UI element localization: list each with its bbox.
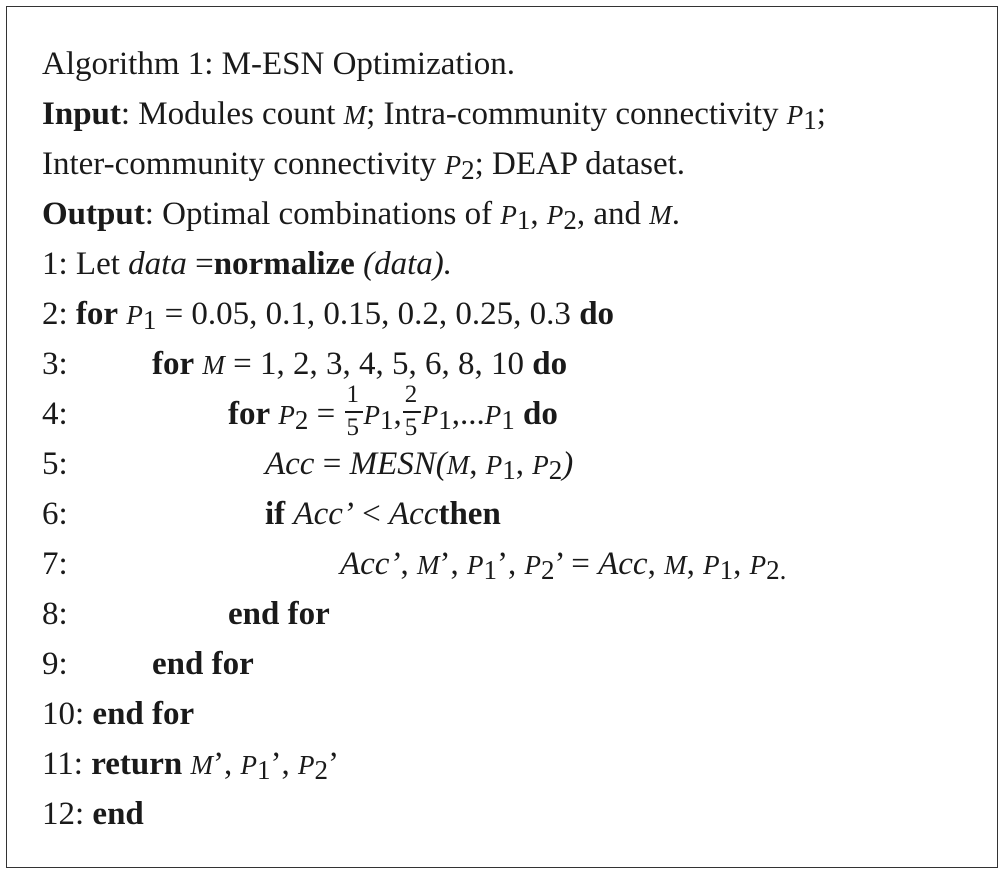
symbol-p: P (546, 200, 564, 230)
kw-return: return (91, 746, 183, 782)
code-line-11 (42, 744, 339, 784)
output-text-c: . (671, 196, 680, 232)
sep: , (393, 396, 402, 432)
code-line-8 (228, 594, 330, 634)
close-paren: ) (562, 446, 574, 482)
subscript-2: 2 (314, 755, 328, 785)
line-number: 1: (42, 246, 76, 282)
output-label: Output (42, 196, 145, 232)
comma: , (224, 746, 241, 782)
let-text: Let (75, 246, 129, 282)
prime: ’ (270, 746, 282, 782)
subscript-2: 2 (294, 405, 309, 435)
code-line-7 (340, 544, 786, 585)
subscript-1: 1 (380, 405, 394, 435)
denominator: 5 (346, 414, 360, 441)
comma: , (686, 546, 704, 582)
input-cont-b: ; DEAP dataset. (474, 146, 686, 182)
normalize-fn: normalize (213, 246, 355, 282)
algorithm-title (42, 44, 515, 84)
p1-values: = 0.05, 0.1, 0.15, 0.2, 0.25, 0.3 (156, 296, 580, 332)
symbol-p: P (532, 450, 549, 480)
subscript-1: 1 (438, 405, 452, 435)
subscript-2: 2 (540, 555, 555, 585)
symbol-p: P (749, 550, 767, 580)
comma: , (281, 746, 298, 782)
eq: = (314, 446, 350, 482)
symbol-p: P (703, 550, 720, 580)
symbol-p: P (466, 550, 484, 580)
kw-for: for (152, 346, 195, 382)
code-line-6 (265, 494, 501, 534)
kw-end-for: end for (228, 596, 330, 632)
subscript-1: 1 (257, 755, 271, 785)
kw-do: do (523, 396, 558, 432)
subscript-1: 1 (483, 555, 497, 585)
symbol-m: M (190, 750, 213, 780)
denominator: 5 (404, 414, 418, 441)
symbol-m: M (446, 450, 470, 480)
subscript-1: 1 (142, 305, 157, 335)
code-line-1 (42, 244, 452, 284)
line-number-5: 5: (42, 446, 68, 482)
symbol-m: M (343, 100, 367, 130)
symbol-m: M (664, 550, 687, 580)
code-line-10 (42, 694, 194, 734)
code-line-2 (42, 294, 614, 334)
data-var: data (128, 246, 187, 282)
kw-then: then (438, 496, 501, 532)
eq: = (563, 546, 599, 582)
numerator: 2 (404, 381, 418, 408)
symbol-p: P (484, 400, 502, 430)
input-line-cont (42, 144, 685, 184)
symbol-p: P (524, 550, 541, 580)
acc-prime-var: Acc’ (340, 546, 401, 582)
code-line-3 (152, 344, 567, 385)
subscript-1: 1 (803, 105, 817, 135)
kw-end-for: end for (92, 696, 195, 732)
line-number-4: 4: (42, 396, 68, 432)
symbol-m: M (416, 550, 440, 580)
eq: = (186, 246, 214, 282)
normalize-arg: (data). (354, 246, 452, 282)
less-than: < (353, 496, 389, 532)
line-number: 11: (42, 746, 92, 782)
fraction-one-fifth (344, 381, 364, 441)
symbol-p: P (786, 100, 804, 130)
code-line-12 (42, 794, 144, 834)
symbol-p: P (485, 450, 503, 480)
output-text-a: : Optimal combinations of (144, 196, 501, 232)
symbol-p: P (444, 150, 462, 180)
kw-do: do (532, 346, 568, 382)
kw-end-for: end for (152, 646, 254, 682)
input-line (42, 94, 826, 134)
input-text-a: : Modules count (120, 96, 344, 132)
symbol-p: P (500, 200, 517, 230)
mesn-fn: MESN( (349, 446, 447, 482)
title-text: Algorithm 1: M-ESN Optimization. (42, 46, 515, 82)
numerator: 1 (346, 381, 360, 408)
comma: , (515, 446, 533, 482)
input-label: Input (42, 96, 121, 132)
kw-do: do (579, 296, 615, 332)
m-values: = 1, 2, 3, 4, 5, 6, 8, 10 (224, 346, 533, 382)
period: . (779, 555, 787, 585)
acc-var: Acc (265, 446, 315, 482)
line-number-8: 8: (42, 596, 68, 632)
output-text-b: , and (576, 196, 650, 232)
symbol-p: P (240, 750, 257, 780)
line-number-9: 9: (42, 646, 68, 682)
acc-var: Acc (389, 496, 439, 532)
acc-var: Acc (598, 546, 648, 582)
symbol-p: P (278, 400, 295, 430)
line-number-6: 6: (42, 496, 68, 532)
kw-end: end (92, 796, 144, 832)
subscript-2: 2 (548, 455, 563, 485)
subscript-2: 2 (461, 155, 475, 185)
dots: ,... (451, 396, 485, 432)
code-line-5 (265, 444, 573, 485)
symbol-p: P (363, 400, 381, 430)
symbol-m: M (202, 350, 225, 380)
comma: , (530, 196, 547, 232)
prime: ’ (328, 746, 339, 782)
symbol-m: M (649, 200, 672, 230)
subscript-2: 2 (766, 555, 780, 585)
prime: ’ (554, 546, 563, 582)
input-text-c: ; (816, 96, 826, 132)
kw-if: if (265, 496, 286, 532)
kw-for: for (75, 296, 119, 332)
symbol-p: P (421, 400, 439, 430)
line-number: 10: (42, 696, 93, 732)
algorithm-box (6, 6, 998, 868)
subscript-1: 1 (501, 405, 515, 435)
subscript-1: 1 (502, 455, 516, 485)
comma: , (733, 546, 750, 582)
subscript-1: 1 (516, 205, 531, 235)
symbol-p: P (298, 750, 315, 780)
symbol-p: P (126, 300, 143, 330)
code-line-4 (228, 381, 558, 441)
subscript-2: 2 (563, 205, 577, 235)
code-line-9 (152, 644, 254, 684)
prime: ’ (439, 546, 451, 582)
line-number-7: 7: (42, 546, 68, 582)
prime: ’ (213, 746, 224, 782)
input-text-b: ; Intra-community connectivity (366, 96, 787, 132)
line-number-3: 3: (42, 346, 68, 382)
kw-for: for (228, 396, 271, 432)
comma: , (647, 546, 665, 582)
comma: , (469, 446, 486, 482)
output-line (42, 194, 680, 234)
acc-prime-var: Acc’ (293, 496, 354, 532)
prime: ’ (496, 546, 508, 582)
fraction-two-fifths (402, 381, 422, 441)
line-number: 2: (42, 296, 76, 332)
subscript-1: 1 (719, 555, 734, 585)
comma: , (400, 546, 417, 582)
eq: = (308, 396, 344, 432)
input-cont-a: Inter-community connectivity (42, 146, 445, 182)
comma: , (507, 546, 525, 582)
comma: , (450, 546, 467, 582)
line-number: 12: (42, 796, 93, 832)
